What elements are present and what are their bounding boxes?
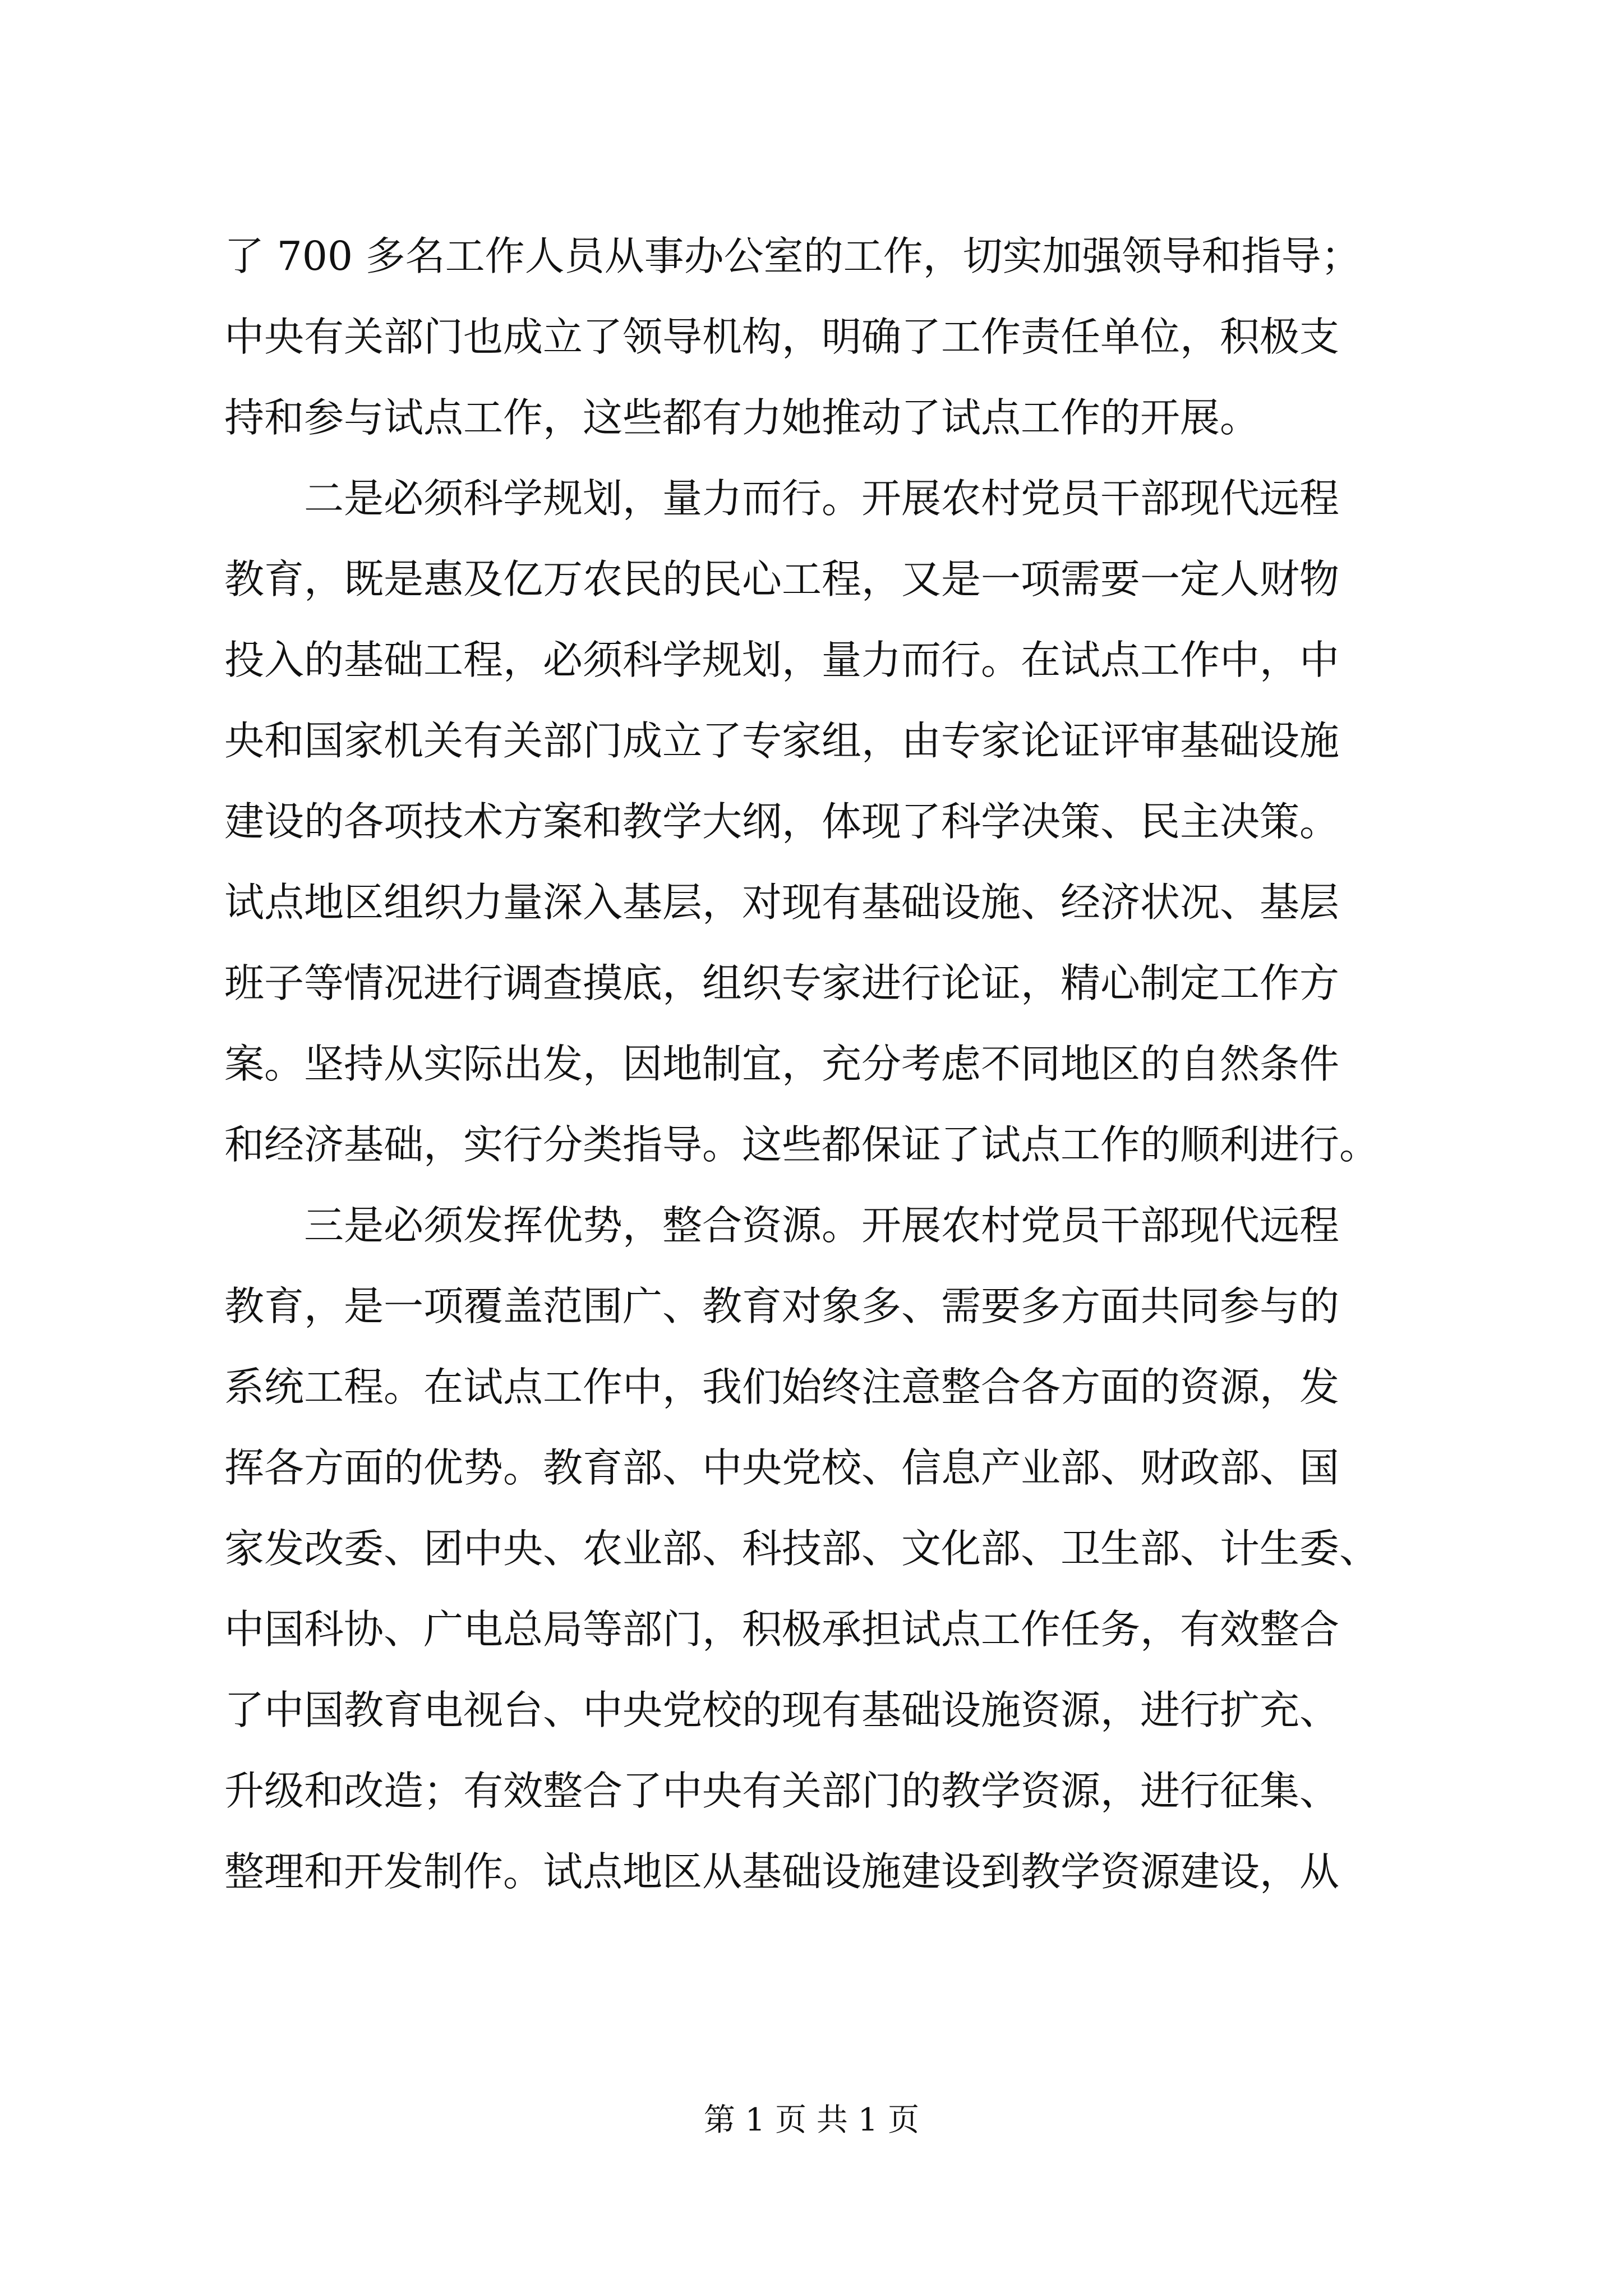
text-line: 教育，既是惠及亿万农民的民心工程，又是一项需要一定人财物 xyxy=(224,556,1340,602)
body-text xyxy=(224,216,1408,1912)
text-line: 试点地区组织力量深入基层，对现有基础设施、经济状况、基层 xyxy=(224,879,1340,926)
text-line: 了 700 多名工作人员从事办公室的工作，切实加强领导和指导； xyxy=(224,233,1361,279)
page-footer: 第 1 页 共 1 页 xyxy=(703,2102,920,2138)
text-line: 整理和开发制作。试点地区从基础设施建设到教学资源建设，从 xyxy=(224,1848,1340,1895)
text-line: 班子等情况进行调查摸底，组织专家进行论证，精心制定工作方 xyxy=(224,960,1340,1006)
text-line: 教育，是一项覆盖范围广、教育对象多、需要多方面共同参与的 xyxy=(224,1283,1340,1329)
text-line: 持和参与试点工作，这些都有力她推动了试点工作的开展。 xyxy=(224,394,1260,441)
text-line: 和经济基础，实行分类指导。这些都保证了试点工作的顺利进行。 xyxy=(224,1121,1380,1168)
text-line: 家发改委、团中央、农业部、科技部、文化部、卫生部、计生委、 xyxy=(224,1525,1380,1572)
text-line: 央和国家机关有关部门成立了专家组，由专家论证评审基础设施 xyxy=(224,717,1340,764)
text-line: 中国科协、广电总局等部门，积极承担试点工作任务，有效整合 xyxy=(224,1606,1340,1653)
text-line: 二是必须科学规划，量力而行。开展农村党员干部现代远程 xyxy=(224,475,1340,522)
text-line: 中央有关部门也成立了领导机构，明确了工作责任单位，积极支 xyxy=(224,314,1340,360)
text-line: 挥各方面的优势。教育部、中央党校、信息产业部、财政部、国 xyxy=(224,1444,1340,1491)
text-line: 升级和改造；有效整合了中央有关部门的教学资源，进行征集、 xyxy=(224,1768,1340,1814)
text-line: 投入的基础工程，必须科学规划，量力而行。在试点工作中，中 xyxy=(224,637,1340,683)
text-line: 了中国教育电视台、中央党校的现有基础设施资源，进行扩充、 xyxy=(224,1687,1340,1733)
text-line: 案。坚持从实际出发，因地制宜，充分考虑不同地区的自然条件 xyxy=(224,1041,1340,1087)
text-line: 三是必须发挥优势，整合资源。开展农村党员干部现代远程 xyxy=(224,1202,1340,1249)
text-line: 建设的各项技术方案和教学大纲，体现了科学决策、民主决策。 xyxy=(224,798,1340,845)
text-line: 系统工程。在试点工作中，我们始终注意整合各方面的资源，发 xyxy=(224,1364,1340,1410)
